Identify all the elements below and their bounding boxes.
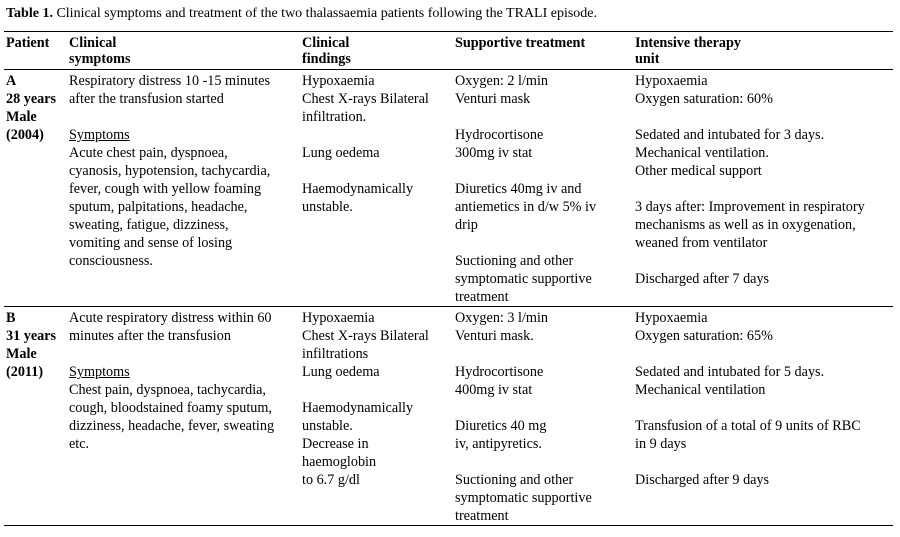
header-patient: Patient	[6, 35, 50, 51]
header-clinical-symptoms: Clinical symptoms	[69, 35, 131, 67]
findings-cell: Hypoxaemia Chest X-rays Bilateral infiltration. Lung oedema Haemodynamically unstable.	[302, 73, 429, 215]
symptoms-heading: Symptoms	[69, 127, 130, 143]
patient-cell: A 28 years Male (2004)	[6, 73, 57, 143]
symptoms-cell: Acute respiratory distress within 60 minutes after the transfusion Symptoms Chest pain, dyspnoea, tachycardia, cough, bloodstained foamy sputum, dizziness, headache, fever, sweating etc.	[67, 307, 300, 526]
header-intensive-therapy: Intensive therapy unit	[635, 35, 742, 67]
header-supportive-treatment: Supportive treatment	[455, 35, 586, 51]
header-row	[4, 32, 893, 70]
intensive-cell: Hypoxaemia Oxygen saturation: 60% Sedated and intubated for 3 days. Mechanical ventilation. Other medical support 3 days after: Improvement in respiratory mechanisms as well as in oxygenation, weaned from ventilator Discharged after 7 days	[635, 73, 865, 287]
intensive-cell: Hypoxaemia Oxygen saturation: 65% Sedated and intubated for 5 days. Mechanical ventilation Transfusion of a total of 9 units of RBC in 9 days Discharged after 9 days	[635, 310, 861, 488]
caption-label: Table 1.	[6, 6, 53, 21]
header-clinical-findings: Clinical findings	[302, 35, 351, 67]
patient-cell: B 31 years Male (2011)	[6, 310, 57, 380]
clinical-table	[4, 31, 893, 526]
table-caption	[6, 5, 597, 23]
supportive-cell: Oxygen: 3 l/min Venturi mask. Hydrocortisone 400mg iv stat Diuretics 40 mg iv, antipyretics. Suctioning and other symptomatic supportive treatment	[455, 310, 592, 524]
symptoms-cell: Respiratory distress 10 -15 minutes after the transfusion started Symptoms Acute chest pain, dyspnoea, cyanosis, hypotension, tachycardia, fever, cough with yellow foaming sputum, palpitations, headache, sweating, fatigue, dizziness, vomiting and sense of losing consciousness.	[67, 70, 300, 307]
symptoms-heading: Symptoms	[69, 364, 130, 380]
supportive-cell: Oxygen: 2 l/min Venturi mask Hydrocortisone 300mg iv stat Diuretics 40mg iv and antiemetics in d/w 5% iv drip Suctioning and other symptomatic supportive treatment	[455, 73, 597, 305]
caption-text: Clinical symptoms and treatment of the two thalassaemia patients following the TRALI episode.	[56, 6, 598, 21]
findings-cell: Hypoxaemia Chest X-rays Bilateral infiltrations Lung oedema Haemodynamically unstable. Decrease in haemoglobin to 6.7 g/dl	[302, 310, 429, 488]
table-row-patient-b	[4, 307, 893, 526]
table-row-patient-a	[4, 70, 893, 307]
